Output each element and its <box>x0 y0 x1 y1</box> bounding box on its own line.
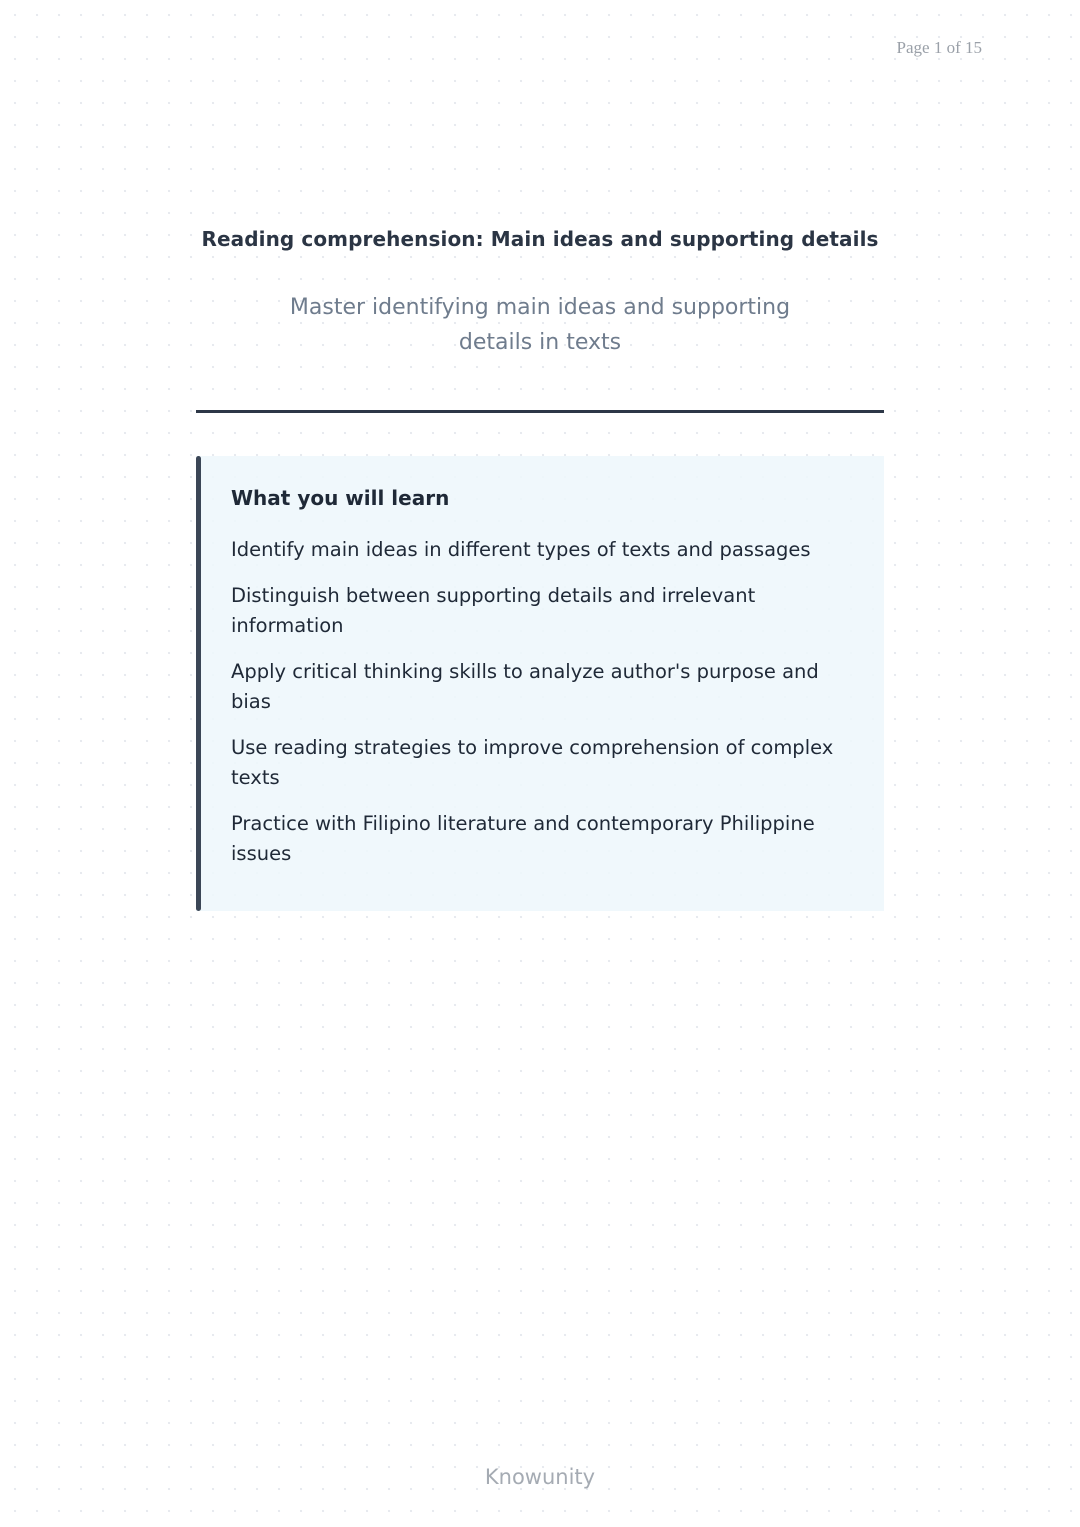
page-subtitle: Master identifying main ideas and supporting details in texts <box>289 295 791 355</box>
learning-objective-item: Practice with Filipino literature and contemporary Philippine issues <box>231 812 815 865</box>
title-divider <box>196 410 884 413</box>
box-accent-bar <box>196 456 201 911</box>
footer-brand: Knowunity <box>484 1465 596 1489</box>
learning-objectives-box <box>196 456 884 911</box>
learning-objective-item: Apply critical thinking skills to analyze author's purpose and bias <box>231 660 819 713</box>
learning-objective-item: Distinguish between supporting details and irrelevant information <box>231 584 756 637</box>
page-title: Reading comprehension: Main ideas and supporting details <box>201 227 879 251</box>
learning-objectives-heading: What you will learn <box>231 486 450 510</box>
learning-objectives-list <box>231 535 861 885</box>
learning-objective-item: Use reading strategies to improve comprehension of complex texts <box>231 736 834 789</box>
learning-objective-item: Identify main ideas in different types of texts and passages <box>231 538 811 561</box>
page-indicator: Page 1 of 15 <box>896 38 982 57</box>
